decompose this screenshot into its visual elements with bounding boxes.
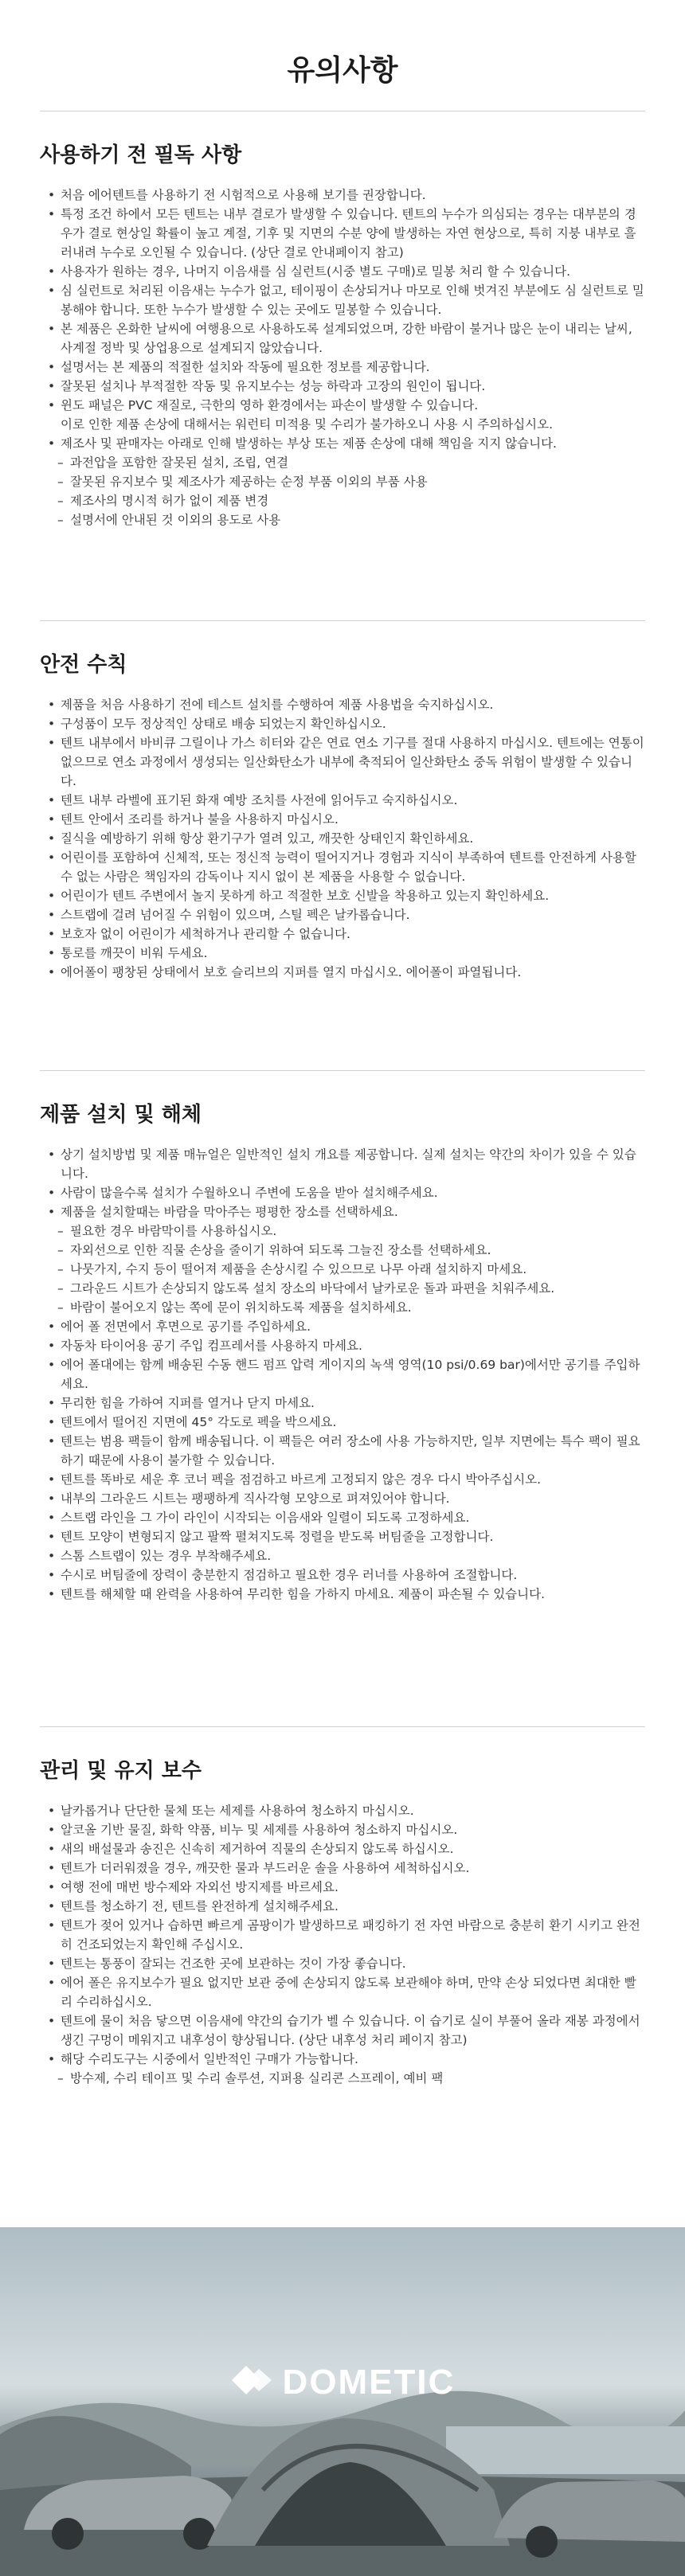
list-item: • 알코올 기반 물질, 화학 약품, 비누 및 세제를 사용하여 청소하지 마십시오.	[46, 1820, 645, 1839]
list-item: • 제품을 설치할때는 바람을 막아주는 평평한 장소를 선택하세요.	[46, 1202, 645, 1222]
footer-photo	[0, 2227, 685, 2576]
sub-list-item: – 방수제, 수리 테이프 및 수리 솔루션, 지퍼용 실리콘 스프레이, 예비 팩	[46, 2069, 645, 2088]
list-item: • 에어 폴대에는 함께 배송된 수동 핸드 펌프 압력 게이지의 녹색 영역(10 psi/0.69 bar)에서만 공기를 주입하세요.	[46, 1355, 645, 1394]
section-installation	[40, 1071, 645, 1727]
brand-logo	[0, 2363, 685, 2405]
list-item: • 수시로 버팀줄에 장력이 충분한지 점검하고 필요한 경우 러너를 사용하여 조절합니다.	[46, 1566, 645, 1585]
list-item: • 사람이 많을수록 설치가 수월하오니 주변에 도움을 받아 설치해주세요.	[46, 1183, 645, 1202]
page-title: 유의사항	[40, 0, 645, 111]
section-maintenance	[40, 1727, 645, 2152]
list-item: • 구성품이 모두 정상적인 상태로 배송 되었는지 확인하십시오.	[46, 714, 645, 733]
item-list	[40, 1801, 645, 2088]
sub-list-item: – 그라운드 시트가 손상되지 않도록 설치 장소의 바닥에서 날카로운 돌과 파편을 치워주세요.	[46, 1279, 645, 1298]
section-heading: 제품 설치 및 해체	[40, 1103, 202, 1127]
sub-list-item: – 제조사의 명시적 허가 없이 제품 변경	[46, 491, 645, 510]
list-item: • 텐트를 청소하기 전, 텐트를 완전하게 설치해주세요.	[46, 1897, 645, 1916]
item-list	[40, 695, 645, 982]
list-item: • 제조사 및 판매자는 아래로 인해 발생하는 부상 또는 제품 손상에 대해 책임을 지지 않습니다.	[46, 434, 645, 453]
list-item: • 설명서는 본 제품의 적절한 설치와 작동에 필요한 정보를 제공합니다.	[46, 358, 645, 377]
list-item: • 특정 조건 하에서 모든 텐트는 내부 결로가 발생할 수 있습니다. 텐트의 누수가 의심되는 경우는 대부분의 경우가 결로 현상일 확률이 높고 계절, 기후 및 지면의 수분 양에 발생하는 자연 현상으로, 특히 지붕 내부로 흘러내려 누수로 오인될 수 있습니다. (상단 결로 안내페이지 참고)	[46, 205, 645, 262]
list-item: • 텐트에 물이 처음 닿으면 이음새에 약간의 습기가 벨 수 있습니다. 이 습기로 실이 부풀어 올라 재봉 과정에서 생긴 구멍이 메워지고 내후성이 향상됩니다. (상단 내후성 처리 페이지 참고)	[46, 2011, 645, 2050]
list-item: • 텐트가 더러워졌을 경우, 깨끗한 물과 부드러운 솔을 사용하여 세척하십시오.	[46, 1859, 645, 1878]
list-item: • 자동차 타이어용 공기 주입 컴프레서를 사용하지 마세요.	[46, 1336, 645, 1355]
list-item: • 텐트 내부 라벨에 표기된 화재 예방 조치를 사전에 읽어두고 숙지하십시오.	[46, 791, 645, 810]
sub-list-item: – 잘못된 유지보수 및 제조사가 제공하는 순정 부품 이외의 부품 사용	[46, 472, 645, 491]
list-item: • 텐트 내부에서 바비큐 그릴이나 가스 히터와 같은 연료 연소 기구를 절대 사용하지 마십시오. 텐트에는 연통이 없으므로 연소 과정에서 생성되는 일산화탄소가 내부에 축적되어 일산화탄소 중독 위험이 발생할 수 있습니다.	[46, 733, 645, 791]
dometic-logo-icon	[230, 2364, 273, 2405]
sub-list-item: – 바람이 불어오지 않는 쪽에 문이 위치하도록 제품을 설치하세요.	[46, 1298, 645, 1317]
list-item: • 텐트는 범용 팩들이 함께 배송됩니다. 이 팩들은 여러 장소에 사용 가능하지만, 일부 지면에는 특수 팩이 필요하기 때문에 사용이 불가할 수 있습니다.	[46, 1432, 645, 1470]
list-item: • 무리한 힘을 가하여 지퍼를 열거나 닫지 마세요.	[46, 1394, 645, 1413]
list-item: • 상기 설치방법 및 제품 매뉴얼은 일반적인 설치 개요를 제공합니다. 실제 설치는 약간의 차이가 있을 수 있습니다.	[46, 1145, 645, 1183]
list-item: • 어린이를 포함하여 신체적, 또는 정신적 능력이 떨어지거나 경험과 지식이 부족하여 텐트를 안전하게 사용할 수 없는 사람은 책임자의 감독이나 지시 없이 본 제품을 사용할 수 없습니다.	[46, 848, 645, 886]
list-item: • 해당 수리도구는 시중에서 일반적인 구매가 가능합니다.	[46, 2050, 645, 2069]
list-item: • 텐트가 젖어 있거나 습하면 빠르게 곰팡이가 발생하므로 패킹하기 전 자연 바람으로 충분히 환기 시키고 완전히 건조되었는지 확인해 주십시오.	[46, 1916, 645, 1954]
list-item: • 에어 폴 전면에서 후면으로 공기를 주입하세요.	[46, 1317, 645, 1336]
sub-list-item: – 자외선으로 인한 직물 손상을 줄이기 위하여 되도록 그늘진 장소를 선택하세요.	[46, 1241, 645, 1260]
list-item: • 날카롭거나 단단한 물체 또는 세제를 사용하여 청소하지 마십시오.	[46, 1801, 645, 1820]
list-item: • 제품을 처음 사용하기 전에 테스트 설치를 수행하여 제품 사용법을 숙지하십시오.	[46, 695, 645, 714]
list-item: • 본 제품은 온화한 날씨에 여행용으로 사용하도록 설계되었으며, 강한 바람이 불거나 많은 눈이 내리는 날씨, 사계절 정박 및 상업용으로 설계되지 않았습니다.	[46, 319, 645, 358]
section-heading: 관리 및 유지 보수	[40, 1759, 202, 1783]
section-heading: 안전 수칙	[40, 653, 127, 677]
section-safety	[40, 621, 645, 1071]
list-item: • 보호자 없이 어린이가 세척하거나 관리할 수 없습니다.	[46, 924, 645, 944]
sub-list-item: – 필요한 경우 바람막이를 사용하십시오.	[46, 1222, 645, 1241]
list-item: • 여행 전에 매번 방수제와 자외선 방지제를 바르세요.	[46, 1878, 645, 1897]
list-item: • 새의 배설물과 송진은 신속히 제거하여 직물의 손상되지 않도록 하십시오.	[46, 1839, 645, 1859]
list-item: • 텐트는 통풍이 잘되는 건조한 곳에 보관하는 것이 가장 좋습니다.	[46, 1954, 645, 1973]
list-item: • 텐트를 똑바로 세운 후 코너 펙을 점검하고 바르게 고정되지 않은 경우 다시 박아주십시오.	[46, 1470, 645, 1489]
sub-list-item: – 나뭇가지, 수지 등이 떨어져 제품을 손상시킬 수 있으므로 나무 아래 설치하지 마세요.	[46, 1260, 645, 1279]
list-item: • 스트랩 라인을 그 가이 라인이 시작되는 이음새와 일렬이 되도록 고정하세요.	[46, 1508, 645, 1527]
list-item: • 질식을 예방하기 위해 항상 환기구가 열려 있고, 깨끗한 상태인지 확인하세요.	[46, 829, 645, 848]
list-item: • 에어폴이 팽창된 상태에서 보호 슬리브의 지퍼를 열지 마십시오. 에어폴이 파열됩니다.	[46, 963, 645, 982]
list-item: • 에어 폴은 유지보수가 필요 없지만 보관 중에 손상되지 않도록 보관해야 하며, 만약 손상 되었다면 최대한 빨리 수리하십시오.	[46, 1973, 645, 2011]
list-item: • 스트랩에 걸려 넘어질 수 위험이 있으며, 스틸 펙은 날카롭습니다.	[46, 905, 645, 924]
list-item: • 스톰 스트랩이 있는 경우 부착해주세요.	[46, 1546, 645, 1566]
list-item-continuation: 이로 인한 제품 손상에 대해서는 워런티 미적용 및 수리가 불가하오니 사용 시 주의하십시오.	[61, 417, 554, 432]
brand-name: DOMETIC	[282, 2363, 456, 2402]
section-heading: 사용하기 전 필독 사항	[40, 143, 242, 167]
sub-list-item: – 과전압을 포함한 잘못된 설치, 조립, 연결	[46, 453, 645, 472]
list-item: • 처음 에어텐트를 사용하기 전 시험적으로 사용해 보기를 권장합니다.	[46, 186, 645, 205]
section-before-use	[40, 111, 645, 621]
sub-list-item: – 설명서에 안내된 것 이외의 용도로 사용	[46, 510, 645, 530]
list-item: • 텐트를 해체할 때 완력을 사용하여 무리한 힘을 가하지 마세요. 제품이 파손될 수 있습니다.	[46, 1585, 645, 1604]
item-list	[40, 186, 645, 530]
list-item: • 텐트에서 떨어진 지면에 45° 각도로 펙을 박으세요.	[46, 1413, 645, 1432]
item-list	[40, 1145, 645, 1604]
list-item: • 잘못된 설치나 부적절한 작동 및 유지보수는 성능 하락과 고장의 원인이 됩니다.	[46, 377, 645, 396]
list-item: • 어린이가 텐트 주변에서 놀지 못하게 하고 적절한 보호 신발을 착용하고 있는지 확인하세요.	[46, 886, 645, 905]
list-item: • 텐트 안에서 조리를 하거나 불을 사용하지 마십시오.	[46, 810, 645, 829]
list-item: • 윈도 패널은 PVC 재질로, 극한의 영하 환경에서는 파손이 발생할 수 있습니다.	[46, 396, 645, 415]
list-item: • 통로를 깨끗이 비워 두세요.	[46, 944, 645, 963]
list-item: • 텐트 모양이 변형되지 않고 팔짝 펼쳐지도록 정렬을 받도록 버팀줄을 고정합니다.	[46, 1527, 645, 1546]
list-item: • 심 실런트로 처리된 이음새는 누수가 없고, 테이핑이 손상되거나 마모로 인해 벗겨진 부분에도 심 실런트로 밀봉해야 합니다. 또한 누수가 발생할 수 있는 곳에도 밀봉할 수 있습니다.	[46, 281, 645, 319]
list-item: • 사용자가 원하는 경우, 나머지 이음새를 심 실런트(시중 별도 구매)로 밀봉 처리 할 수 있습니다.	[46, 262, 645, 281]
list-item: • 내부의 그라운드 시트는 팽팽하게 직사각형 모양으로 펴져있어야 합니다.	[46, 1489, 645, 1508]
